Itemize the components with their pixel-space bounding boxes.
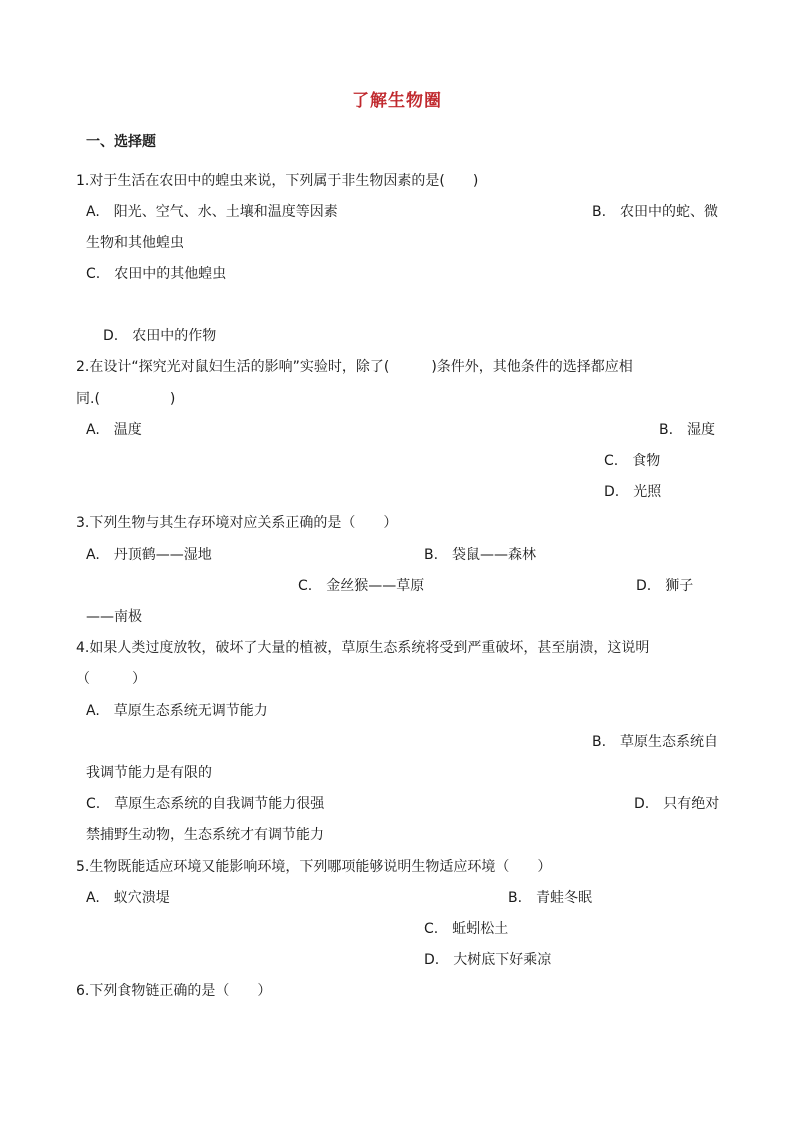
section-heading: 一、选择题 xyxy=(86,134,156,150)
question-1-option-b: B. 农田中的蛇、微 xyxy=(592,204,719,220)
page-title: 了解生物圈 xyxy=(352,91,442,111)
question-5-option-a: A. 蚁穴溃堤 xyxy=(86,890,170,906)
question-4-option-b-continued: 我调节能力是有限的 xyxy=(86,765,212,781)
question-1-stem: 1.对于生活在农田中的蝗虫来说，下列属于非生物因素的是( ) xyxy=(76,173,479,189)
question-3-stem: 3.下列生物与其生存环境对应关系正确的是（ ） xyxy=(76,515,398,531)
question-1-option-b-continued: 生物和其他蝗虫 xyxy=(86,235,184,251)
question-2-stem-continued: 同.( ) xyxy=(76,391,176,407)
question-4-stem: 4.如果人类过度放牧，破坏了大量的植被，草原生态系统将受到严重破坏，甚至崩溃，这说明 xyxy=(76,640,650,656)
question-5-option-d: D. 大树底下好乘凉 xyxy=(424,952,552,968)
question-1-option-c: C. 农田中的其他蝗虫 xyxy=(86,266,227,282)
question-2-option-d: D. 光照 xyxy=(604,484,662,500)
question-2-option-b: B. 湿度 xyxy=(659,422,716,438)
question-4-option-a: A. 草原生态系统无调节能力 xyxy=(86,703,268,719)
question-3-option-d: D. 狮子 xyxy=(636,578,694,594)
question-5-option-b: B. 青蛙冬眠 xyxy=(508,890,593,906)
question-3-option-a: A. 丹顶鹤——湿地 xyxy=(86,547,212,563)
question-4-option-d: D. 只有绝对 xyxy=(634,796,720,812)
question-3-option-c: C. 金丝猴——草原 xyxy=(298,578,425,594)
question-5-stem: 5.生物既能适应环境又能影响环境，下列哪项能够说明生物适应环境（ ） xyxy=(76,859,552,875)
question-2-option-c: C. 食物 xyxy=(604,453,661,469)
question-5-option-c: C. 蚯蚓松土 xyxy=(424,921,509,937)
question-1-option-a: A. 阳光、空气、水、土壤和温度等因素 xyxy=(86,204,338,220)
question-3-option-b: B. 袋鼠——森林 xyxy=(424,547,537,563)
question-4-option-d-continued: 禁捕野生动物，生态系统才有调节能力 xyxy=(86,827,324,843)
question-4-option-c: C. 草原生态系统的自我调节能力很强 xyxy=(86,796,325,812)
question-3-option-d-continued: ——南极 xyxy=(86,609,142,625)
question-1-option-d: D. 农田中的作物 xyxy=(103,328,217,344)
question-2-stem: 2.在设计“探究光对鼠妇生活的影响”实验时，除了( )条件外，其他条件的选择都应相 xyxy=(76,359,633,375)
question-4-stem-continued: （ ） xyxy=(76,671,146,687)
question-4-option-b: B. 草原生态系统自 xyxy=(592,734,719,750)
question-6-stem: 6.下列食物链正确的是（ ） xyxy=(76,983,272,999)
question-2-option-a: A. 温度 xyxy=(86,422,142,438)
